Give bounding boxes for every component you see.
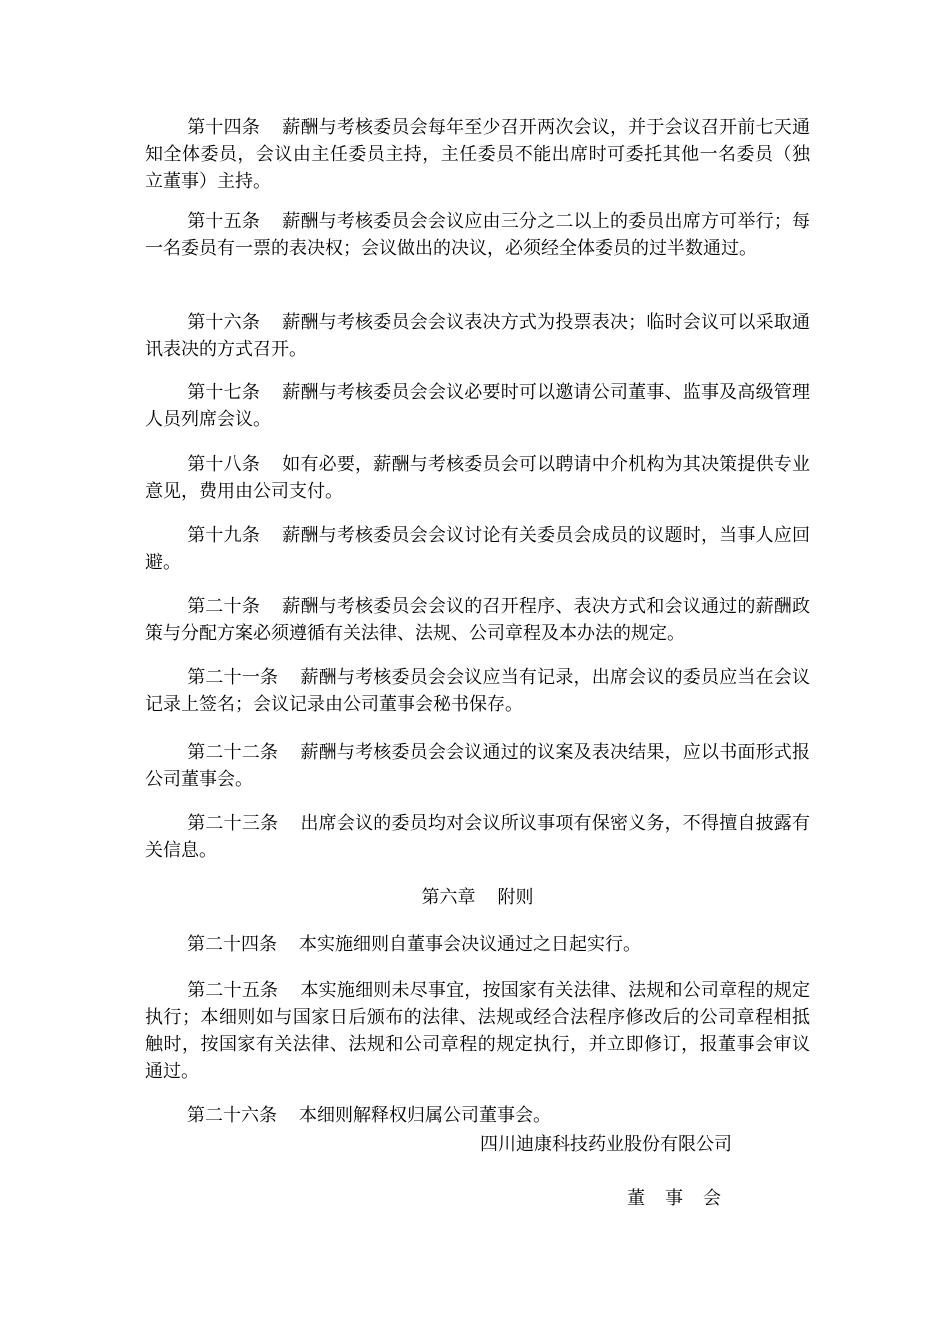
article-text: 薪酬与考核委员会会议应由三分之二以上的委员出席方可举行；每一名委员有一票的表决权；会议做出的决议，必须经全体委员的过半数通过。 (145, 211, 810, 259)
article-number: 第十七条 (187, 382, 261, 403)
article-15 (145, 208, 810, 262)
article-number: 第十四条 (187, 117, 261, 138)
board-signature: 董事会 (627, 1188, 741, 1209)
article-number: 第二十条 (187, 596, 261, 617)
article-number: 第二十三条 (187, 813, 279, 834)
company-name: 四川迪康科技药业股份有限公司 (480, 1134, 732, 1155)
article-19 (145, 522, 810, 576)
article-text: 本实施细则自董事会决议通过之日起实行。 (299, 934, 641, 955)
article-text: 如有必要，薪酬与考核委员会可以聘请中介机构为其决策提供专业意见，费用由公司支付。 (145, 454, 810, 502)
article-number: 第十九条 (187, 525, 261, 546)
chapter-number: 第六章 (421, 887, 476, 908)
article-17 (145, 379, 810, 433)
article-text: 薪酬与考核委员会每年至少召开两次会议，并于会议召开前七天通知全体委员，会议由主任委员主持，主任委员不能出席时可委托其他一名委员（独立董事）主持。 (145, 117, 810, 192)
article-20 (145, 593, 810, 647)
article-16 (145, 309, 810, 363)
article-text: 出席会议的委员均对会议所议事项有保密义务，不得擅自披露有关信息。 (145, 813, 811, 861)
article-text: 薪酬与考核委员会会议的召开程序、表决方式和会议通过的薪酬政策与分配方案必须遵循有关法律、法规、公司章程及本办法的规定。 (145, 596, 810, 644)
chapter-heading (145, 884, 810, 911)
article-number: 第二十四条 (187, 934, 277, 955)
article-text: 薪酬与考核委员会会议表决方式为投票表决；临时会议可以采取通讯表决的方式召开。 (145, 312, 810, 360)
article-text: 本实施细则未尽事宜，按国家有关法律、法规和公司章程的规定执行；本细则如与国家日后颁布的法律、法规或经合法程序修改后的公司章程相抵触时，按国家有关法律、法规和公司章程的规定执行，并立即修订，报董事会审议通过。 (145, 980, 811, 1082)
article-number: 第二十二条 (187, 742, 279, 763)
chapter-title: 附则 (497, 887, 534, 908)
article-22 (145, 739, 810, 793)
article-14 (145, 114, 810, 195)
article-23 (145, 810, 810, 864)
article-text: 薪酬与考核委员会会议必要时可以邀请公司董事、监事及高级管理人员列席会议。 (145, 382, 810, 430)
article-26 (145, 1102, 810, 1129)
article-text: 本细则解释权归属公司董事会。 (299, 1105, 551, 1126)
article-18 (145, 451, 810, 505)
article-text: 薪酬与考核委员会会议通过的议案及表决结果，应以书面形式报公司董事会。 (145, 742, 811, 790)
article-text: 薪酬与考核委员会会议应当有记录，出席会议的委员应当在会议记录上签名；会议记录由公司董事会秘书保存。 (145, 667, 811, 715)
article-21 (145, 664, 810, 718)
article-24 (145, 931, 810, 958)
article-number: 第十六条 (187, 312, 261, 333)
article-text: 薪酬与考核委员会会议讨论有关委员会成员的议题时，当事人应回避。 (145, 525, 810, 573)
article-25 (145, 977, 810, 1085)
article-number: 第十五条 (187, 211, 261, 232)
article-number: 第二十五条 (187, 980, 279, 1001)
article-number: 第二十六条 (187, 1105, 277, 1126)
article-number: 第二十一条 (187, 667, 279, 688)
article-number: 第十八条 (187, 454, 261, 475)
